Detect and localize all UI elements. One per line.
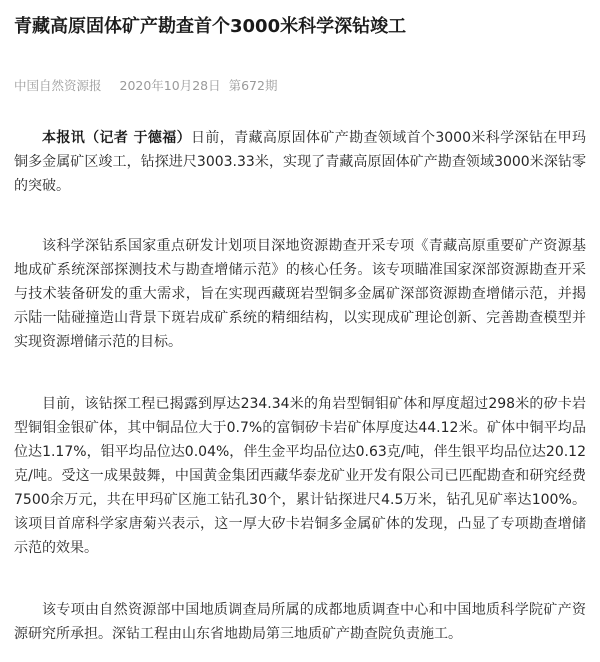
article-meta: [14, 76, 277, 96]
paragraph-4: 该专项由自然资源部中国地质调查局所属的成都地质调查中心和中国地质科学院矿产资源研究所承担。深钻工程由山东省地勘局第三地质矿产勘查院负责施工。: [14, 602, 586, 642]
paragraph-1: [14, 126, 586, 198]
publish-date: 2020年10月28日: [119, 78, 221, 93]
source-label: 中国自然资源报: [14, 78, 102, 93]
paragraph-2: 该科学深钻系国家重点研发计划项目深地资源勘查开采专项《青藏高原重要矿产资源基地成矿系统深部探测技术与勘查增储示范》的核心任务。该专项瞄准国家深部资源勘查开采与技术装备研发的重大需求，旨在实现西藏斑岩型铜多金属矿深部资源勘查增储示范，并揭示陆一陆碰撞造山背景下斑岩成矿系统的精细结构，以实现成矿理论创新、完善勘查模型并实现资源增储示范的目标。: [14, 238, 586, 350]
byline: 本报讯（记者 于德福）: [42, 130, 191, 146]
issue-number: 第672期: [228, 78, 278, 93]
paragraph-1-text: 日前，青藏高原固体矿产勘查领域首个3000米科学深钻在甲玛铜多金属矿区竣工，钻探进尺3003.33米，实现了青藏高原固体矿产勘查领域3000米深钻零的突破。: [14, 130, 586, 194]
article-title: 青藏高原固体矿产勘查首个3000米科学深钻竣工: [14, 16, 407, 37]
paragraph-3: 目前，该钻探工程已揭露到厚达234.34米的角岩型铜钼矿体和厚度超过298米的矽卡岩型铜钼金银矿体，其中铜品位大于0.7%的富铜矽卡岩矿体厚度达44.12米。矿体中铜平均品位达1.17%，钼平均品位达0.04%，伴生金平均品位达0.63克/吨，伴生银平均品位达20.12克/吨。受这一成果鼓舞，中国黄金集团西藏华泰龙矿业开发有限公司已匹配勘查和研究经费7500余万元，共在甲玛矿区施工钻孔30个，累计钻探进尺4.5万米，钻孔见矿率达100%。该项目首席科学家唐菊兴表示，这一厚大矽卡岩铜多金属矿体的发现，凸显了专项勘查增储示范的效果。: [14, 396, 586, 556]
